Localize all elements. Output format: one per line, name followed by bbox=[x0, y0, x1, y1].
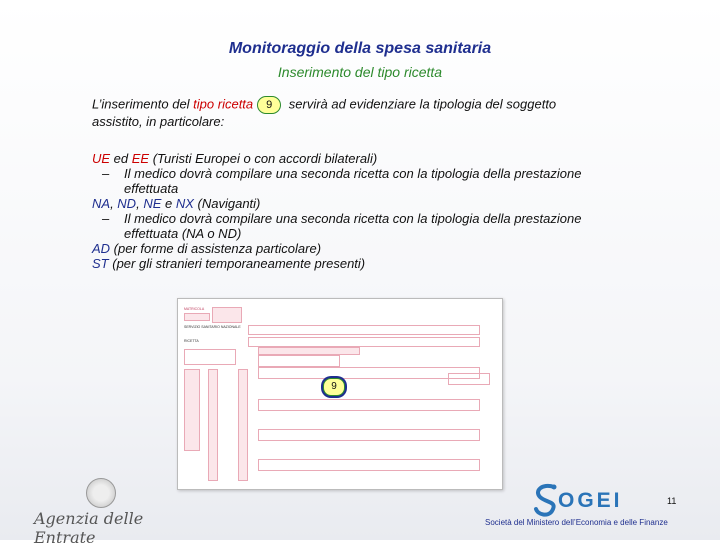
sogei-brand-name: OGEI bbox=[558, 489, 623, 512]
sogei-logo bbox=[530, 481, 670, 521]
tipo-ricetta-badge: 9 bbox=[257, 96, 281, 114]
intro-text-part2: servirà ad evidenziare la tipologia del soggetto bbox=[285, 96, 557, 112]
separator: ed bbox=[110, 151, 132, 166]
item-description: (Turisti Europei o con accordi bilaterali) bbox=[149, 151, 378, 166]
form-field bbox=[184, 349, 236, 365]
code-ne: NE bbox=[143, 196, 162, 211]
code-ad: AD bbox=[92, 241, 111, 256]
code-st: ST bbox=[92, 256, 109, 271]
separator: , bbox=[110, 196, 118, 211]
dash-bullet: – bbox=[102, 211, 110, 226]
agency-name: Agenzia delle Entrate bbox=[34, 509, 144, 547]
slide-subtitle: Inserimento del tipo ricetta bbox=[277, 64, 443, 80]
list-item-ue-ee bbox=[92, 152, 682, 166]
code-nx: NX bbox=[175, 196, 194, 211]
form-label-matricola: MATRICOLA bbox=[184, 307, 205, 311]
separator: , bbox=[136, 196, 144, 211]
item-description: (Naviganti) bbox=[193, 196, 261, 211]
form-field bbox=[212, 307, 242, 323]
form-field bbox=[258, 355, 340, 367]
item-description: (per forme di assistenza particolare) bbox=[110, 241, 322, 256]
form-field bbox=[258, 347, 360, 355]
code-nd: ND bbox=[117, 196, 137, 211]
form-field bbox=[258, 459, 480, 471]
code-na: NA bbox=[92, 196, 111, 211]
form-field bbox=[258, 429, 480, 441]
intro-highlight: tipo ricetta bbox=[193, 96, 254, 112]
footer-tagline: Società del Ministero dell’Economia e delle Finanze bbox=[485, 518, 668, 527]
page-number: 11 bbox=[667, 496, 677, 506]
sub-item-text: Il medico dovrà compilare una seconda ricetta con la tipologia della prestazione bbox=[124, 211, 582, 226]
intro-text-line2: assistito, in particolare: bbox=[92, 114, 225, 129]
list-item-ad bbox=[92, 242, 682, 256]
ricetta-form-image bbox=[177, 298, 503, 490]
form-field bbox=[258, 399, 480, 411]
tipologia-list bbox=[92, 152, 682, 272]
form-field bbox=[184, 369, 200, 451]
intro-text-part1: L’inserimento del bbox=[92, 96, 194, 112]
form-tipo-ricetta-badge: 9 bbox=[323, 378, 345, 396]
sub-item-text: Il medico dovrà compilare una seconda ricetta con la tipologia della prestazione bbox=[124, 166, 582, 181]
sub-item bbox=[92, 167, 682, 181]
sub-item-continuation: effettuata (NA o ND) bbox=[124, 226, 242, 241]
sub-item-continuation: effettuata bbox=[124, 181, 179, 196]
intro-paragraph bbox=[92, 96, 672, 130]
form-field bbox=[208, 369, 218, 481]
code-ue: UE bbox=[92, 151, 111, 166]
dash-bullet: – bbox=[102, 166, 110, 181]
form-field bbox=[184, 313, 210, 321]
form-label-ricetta: RICETTA bbox=[184, 339, 199, 343]
agenzia-logo bbox=[34, 478, 194, 547]
sub-item bbox=[92, 212, 682, 226]
emblem-icon bbox=[86, 478, 116, 508]
list-item-st bbox=[92, 257, 682, 271]
item-description: (per gli stranieri temporaneamente presenti) bbox=[108, 256, 366, 271]
form-field bbox=[258, 367, 480, 379]
form-label-ssn: SERVIZIO SANITARIO NAZIONALE bbox=[184, 325, 241, 329]
form-field bbox=[248, 325, 480, 335]
form-field bbox=[238, 369, 248, 481]
list-item-naviganti bbox=[92, 197, 682, 211]
slide-title: Monitoraggio della spesa sanitaria bbox=[228, 40, 492, 57]
form-field bbox=[448, 373, 490, 385]
code-ee: EE bbox=[131, 151, 150, 166]
separator: e bbox=[161, 196, 176, 211]
form-field bbox=[248, 337, 480, 347]
